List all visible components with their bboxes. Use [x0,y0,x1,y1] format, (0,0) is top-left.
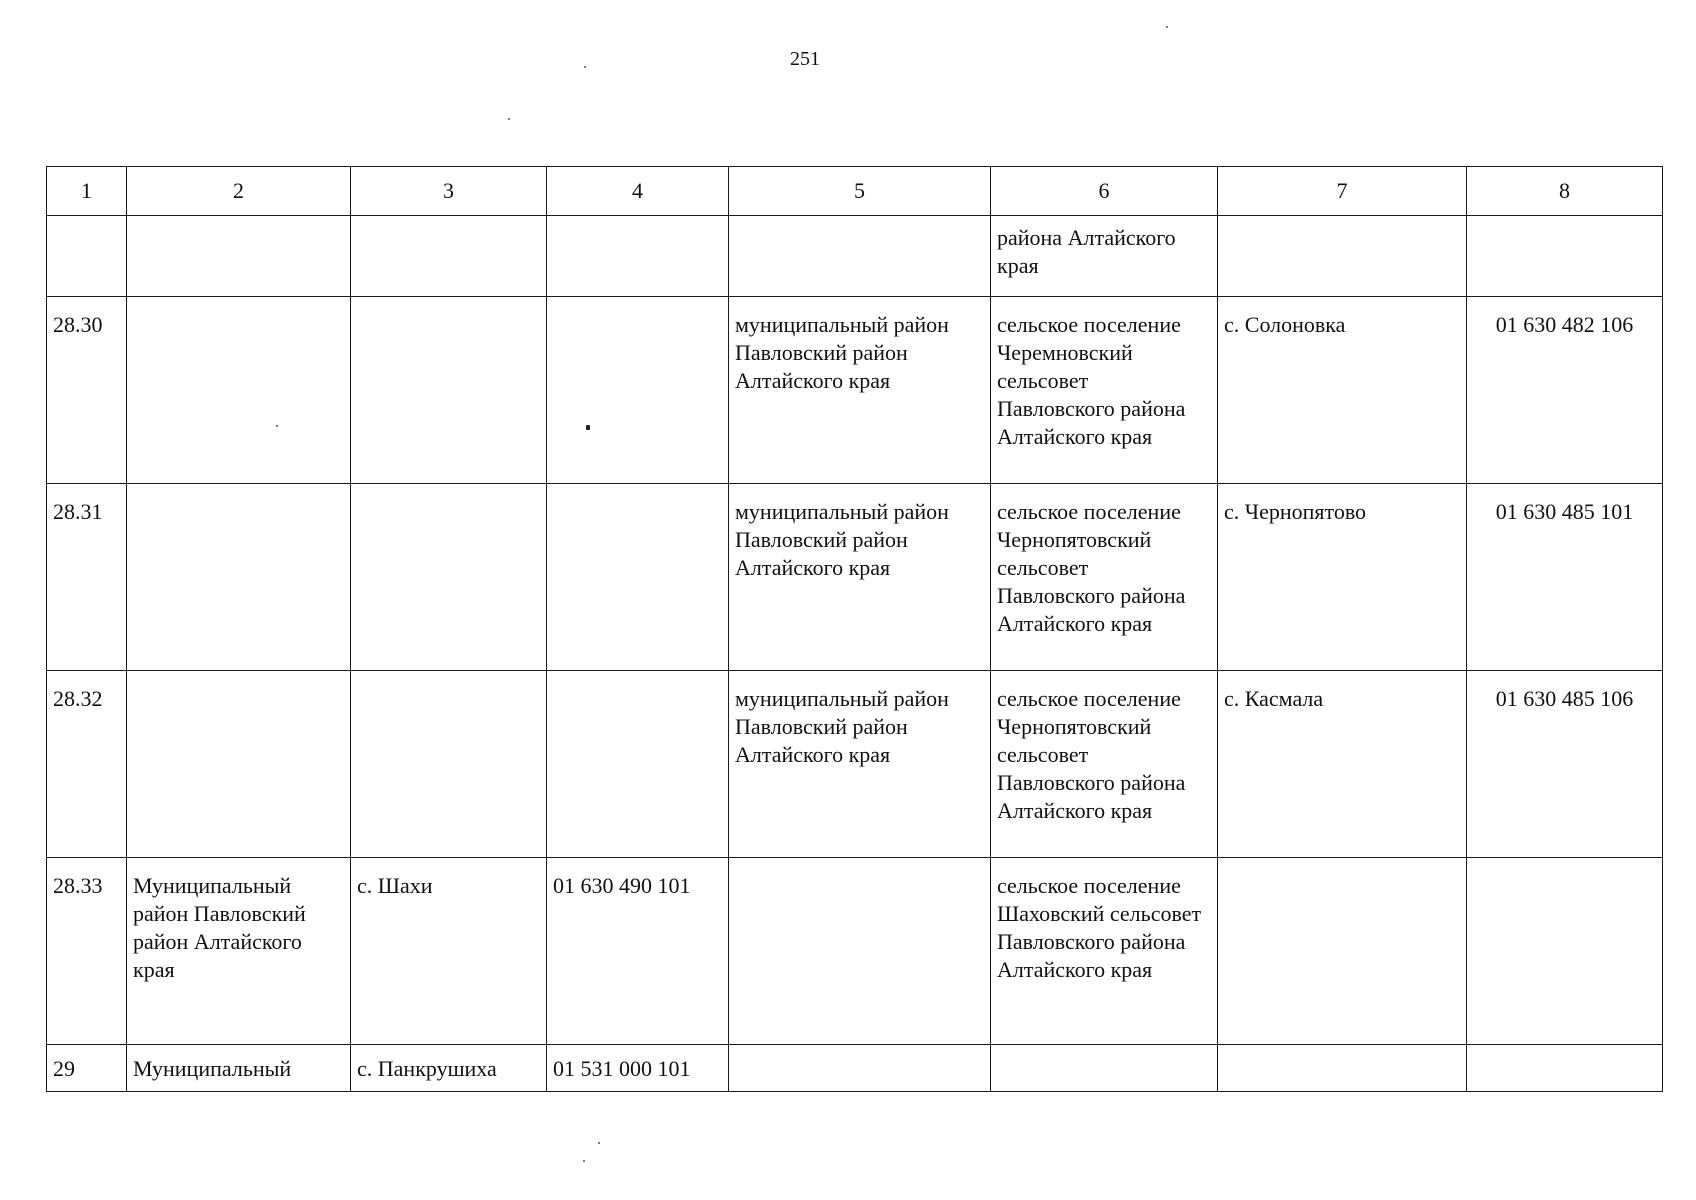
scan-speck [586,425,590,430]
table-row [47,671,1663,858]
column-header-8: 8 [1467,167,1663,216]
scan-speck [276,425,278,427]
cell-district [729,858,991,1045]
cell-settlement: сельское поселение Шаховский сельсовет Павловского района Алтайского края [991,858,1218,1045]
cell-locality-code [1467,216,1663,297]
cell-municipal-district [127,216,351,297]
cell-admin-center: с. Панкрушиха [351,1045,547,1092]
scan-speck [598,1142,600,1144]
cell-settlement: сельское поселение Черемновский сельсовет Павловского района Алтайского края [991,297,1218,484]
cell-district: муниципальный район Павловский район Алтайского края [729,484,991,671]
cell-admin-center [351,484,547,671]
cell-number: 28.31 [47,484,127,671]
scan-speck [584,66,586,68]
cell-number: 29 [47,1045,127,1092]
column-header-5: 5 [729,167,991,216]
cell-code: 01 531 000 101 [547,1045,729,1092]
cell-code [547,216,729,297]
cell-locality: с. Солоновка [1218,297,1467,484]
cell-locality: с. Касмала [1218,671,1467,858]
cell-code [547,484,729,671]
page-number: 251 [790,48,820,70]
cell-district [729,216,991,297]
cell-locality-code: 01 630 485 101 [1467,484,1663,671]
column-header-4: 4 [547,167,729,216]
cell-municipal-district: Муниципальный район Павловский район Алтайского края [127,858,351,1045]
cell-locality [1218,858,1467,1045]
table-row [47,216,1663,297]
cell-code [547,297,729,484]
cell-locality [1218,216,1467,297]
cell-number: 28.33 [47,858,127,1045]
table-row [47,1045,1663,1092]
cell-locality [1218,1045,1467,1092]
cell-locality: с. Чернопятово [1218,484,1467,671]
column-header-6: 6 [991,167,1218,216]
settlement-registry-table [46,166,1663,1092]
cell-admin-center [351,216,547,297]
cell-municipal-district [127,671,351,858]
cell-locality-code: 01 630 482 106 [1467,297,1663,484]
cell-district [729,1045,991,1092]
scan-speck [508,118,510,120]
cell-settlement: сельское поселение Чернопятовский сельсовет Павловского района Алтайского края [991,484,1218,671]
cell-settlement [991,1045,1218,1092]
cell-code: 01 630 490 101 [547,858,729,1045]
table-row [47,297,1663,484]
column-header-3: 3 [351,167,547,216]
cell-municipal-district [127,484,351,671]
cell-code [547,671,729,858]
column-header-1: 1 [47,167,127,216]
table-row [47,858,1663,1045]
cell-district: муниципальный район Павловский район Алтайского края [729,297,991,484]
header-row [47,167,1663,216]
cell-settlement: сельское поселение Чернопятовский сельсовет Павловского района Алтайского края [991,671,1218,858]
cell-locality-code [1467,858,1663,1045]
cell-settlement: района Алтайского края [991,216,1218,297]
cell-municipal-district [127,297,351,484]
column-header-2: 2 [127,167,351,216]
cell-locality-code [1467,1045,1663,1092]
cell-admin-center [351,297,547,484]
cell-admin-center [351,671,547,858]
cell-locality-code: 01 630 485 106 [1467,671,1663,858]
scan-speck [583,1160,585,1162]
cell-district: муниципальный район Павловский район Алтайского края [729,671,991,858]
cell-number: 28.32 [47,671,127,858]
cell-admin-center: с. Шахи [351,858,547,1045]
cell-number: 28.30 [47,297,127,484]
table-row [47,484,1663,671]
cell-municipal-district: Муниципальный [127,1045,351,1092]
cell-number [47,216,127,297]
column-header-7: 7 [1218,167,1467,216]
scan-speck [1166,26,1168,28]
